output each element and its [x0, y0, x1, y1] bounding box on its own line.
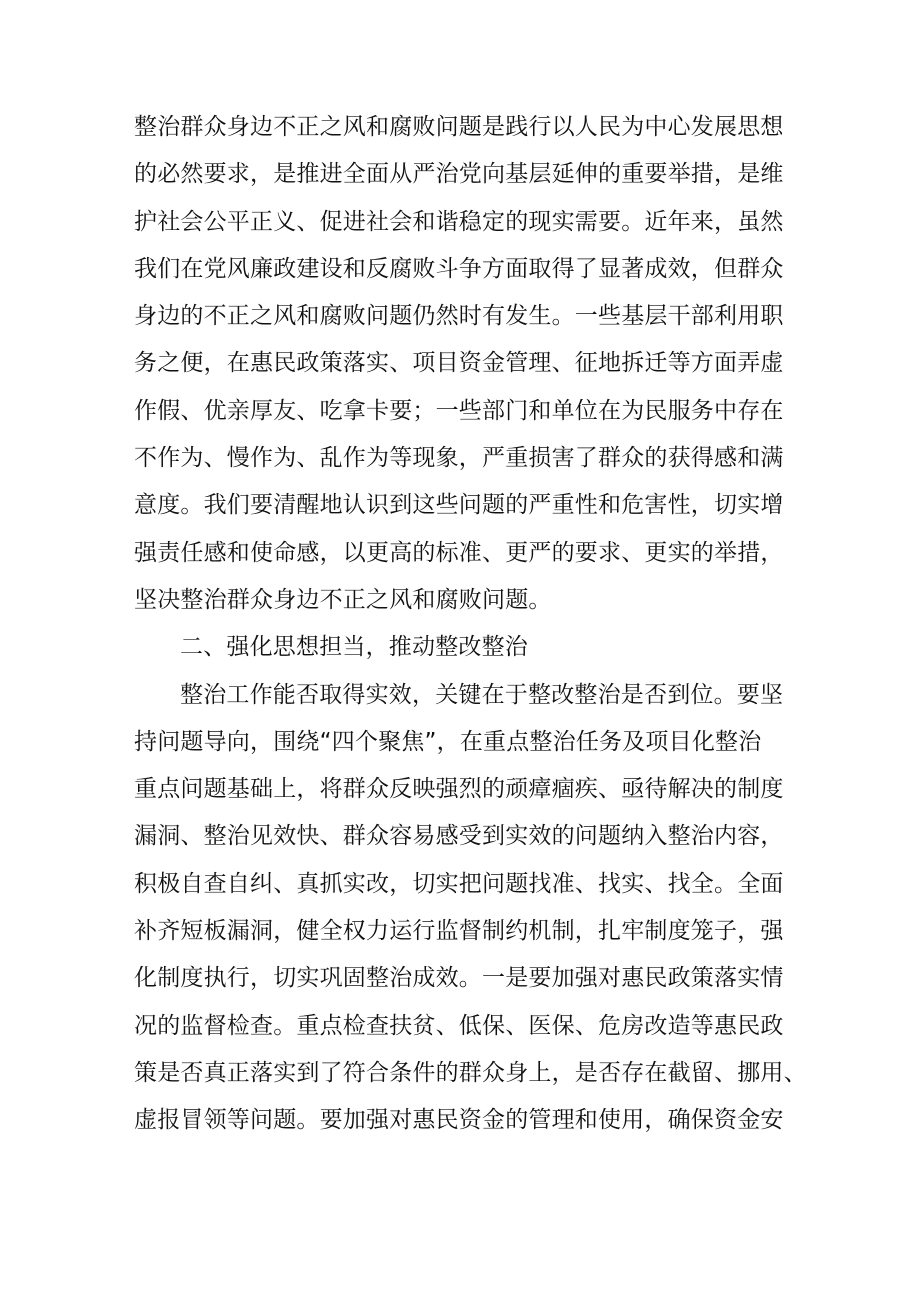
section-heading: 二、强化思想担当，推动整改整治	[180, 634, 528, 661]
text-line: 漏洞、整治见效快、群众容易感受到实效的问题纳入整治内容，	[134, 823, 784, 850]
text-line: 不作为、慢作为、乱作为等现象，严重损害了群众的获得感和满	[134, 445, 784, 472]
text-line: 况的监督检查。重点检查扶贫、低保、医保、危房改造等惠民政	[134, 1012, 784, 1039]
text-line: 虚报冒领等问题。要加强对惠民资金的管理和使用，确保资金安	[134, 1107, 784, 1134]
text-line: 整治工作能否取得实效，关键在于整改整治是否到位。要坚	[180, 681, 784, 708]
text-line: 身边的不正之风和腐败问题仍然时有发生。一些基层干部利用职	[134, 303, 784, 330]
text-line: 护社会公平正义、促进社会和谐稳定的现实需要。近年来，虽然	[134, 208, 784, 235]
text-line: 我们在党风廉政建设和反腐败斗争方面取得了显著成效，但群众	[134, 255, 784, 282]
text-line: 作假、优亲厚友、吃拿卡要；一些部门和单位在为民服务中存在	[134, 397, 784, 424]
text-line: 的必然要求，是推进全面从严治党向基层延伸的重要举措，是维	[134, 161, 784, 188]
text-line: 积极自查自纠、真抓实改，切实把问题找准、找实、找全。全面	[134, 870, 784, 897]
document-body	[134, 104, 807, 1145]
text-line: 务之便，在惠民政策落实、项目资金管理、征地拆迁等方面弄虚	[134, 350, 784, 377]
paragraph-1	[134, 104, 794, 624]
paragraph-2	[134, 672, 807, 1145]
text-line: 坚决整治群众身边不正之风和腐败问题。	[134, 586, 552, 613]
text-line: 持问题导向，围绕“四个聚焦”，在重点整治任务及项目化整治	[134, 728, 762, 755]
text-line: 整治群众身边不正之风和腐败问题是践行以人民为中心发展思想	[134, 114, 784, 140]
text-line: 意度。我们要清醒地认识到这些问题的严重性和危害性，切实增	[134, 492, 784, 519]
text-line: 强责任感和使命感，以更高的标准、更严的要求、更实的举措，	[134, 539, 784, 566]
text-line: 补齐短板漏洞，健全权力运行监督制约机制，扎牢制度笼子，强	[134, 918, 784, 945]
text-line: 重点问题基础上，将群众反映强烈的顽瘴痼疾、亟待解决的制度	[134, 776, 784, 803]
text-line: 化制度执行，切实巩固整治成效。一是要加强对惠民政策落实情	[134, 965, 784, 992]
text-line: 策是否真正落实到了符合条件的群众身上，是否存在截留、挪用、	[134, 1059, 807, 1086]
